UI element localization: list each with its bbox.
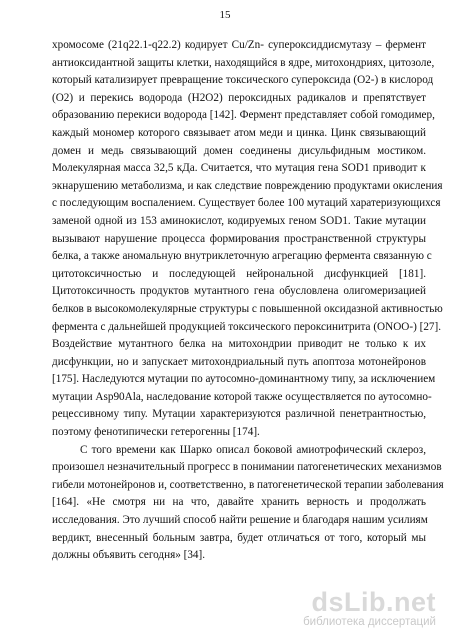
text-line: фермента с дальнейшей продукцией токсического пероксинитрита (ONOO-) [27]. (52, 320, 442, 333)
text-line: поэтому фенотипически гетерогенны [174]. (52, 426, 260, 439)
text-line: Молекулярная масса 32,5 кДа. Считается, что мутация гена SOD1 приводит к (52, 162, 426, 175)
text-line: белков в высокомолекулярные структуры с повышенной оксидазной активностью (52, 302, 443, 315)
text-line: дисфункции, но и запускает митохондриальный путь апоптоза мотонейронов (52, 355, 426, 368)
text-line: экнарушению метаболизма, и как следствие повреждению продуктами окисления (52, 179, 443, 192)
page-number: 15 (219, 9, 231, 21)
text-line: хромосоме (21q22.1-q22.2) кодирует Cu/Zn- супероксиддисмутазу – фермент (52, 39, 426, 51)
watermark-logo: dsLib.net (311, 587, 436, 617)
watermark (303, 588, 436, 629)
text-line: вердикт, внесенный больным завтра, будет отличаться от того, который мы (52, 531, 426, 544)
text-line: должны объявить сегодня» [34]. (52, 549, 206, 562)
paragraph-1 (52, 37, 443, 442)
text-line: белка, а также аномальную внутриклеточную агрегацию фермента связанную с (52, 250, 432, 263)
text-line: С того времени как Шарко описал боковой амиотрофический склероз, (80, 443, 426, 456)
text-line: каждый мономер которого связывает атом меди и цинка. Цинк связывающий (52, 126, 426, 139)
paragraph-2 (52, 442, 444, 565)
text-line: с последующим воспалением. Существует более 100 мутаций харатеризующихся (52, 197, 441, 210)
text-line: Воздействие мутантного белка на митохондрии приводит не только к их (52, 338, 426, 351)
text-line: цитотоксичностью и последующей нейрональной дисфункцией [181]. (52, 267, 426, 280)
text-line: образованию перекиси водорода [142]. Фермент представляет собой гомодимер, (52, 109, 435, 122)
text-line: антиоксидантной защиты клетки, находящийся в ядре, митохондриях, цитозоле, (52, 56, 435, 69)
document-body (52, 37, 444, 565)
text-line: заменой одной из 153 аминокислот, кодируемых геном SOD1. Такие мутации (52, 214, 426, 227)
text-line: вызывают нарушение процесса формирования пространственной структуры (52, 232, 426, 245)
watermark-subtitle: библиотека диссертаций (303, 616, 436, 628)
text-line: домен и медь связывающий домен соединены дисульфидным мостиком. (52, 144, 426, 157)
text-line: произошел незначительный прогресс в понимании патогенетических механизмов (52, 461, 442, 474)
text-line: Цитотоксичность продуктов мутантного гена обусловлена олигомеризацией (52, 285, 426, 298)
text-line: который катализирует превращение токсического супероксида (O2-) в кислород (52, 74, 434, 87)
text-line: мутации Asp90Ala, наследование которой также осуществляется по аутосомно- (52, 390, 432, 403)
text-line: (O2) и перекись водорода (H2O2) пероксидных радикалов и препятствует (52, 91, 426, 104)
text-line: исследования. Это лучший способ найти решение и благодаря нашим усилиям (52, 514, 428, 527)
text-line: [175]. Наследуются мутации по аутосомно-доминантному типу, за исключением (52, 373, 436, 386)
text-line: [164]. «Не смотря ни на что, давайте хранить верность и продолжать (52, 496, 426, 509)
text-line: гибели мотонейронов и, соответственно, в патогенетической терапии заболевания (52, 478, 444, 491)
text-line: рецессивному типу. Мутации характеризуются различной пенетрантностью, (52, 408, 426, 421)
